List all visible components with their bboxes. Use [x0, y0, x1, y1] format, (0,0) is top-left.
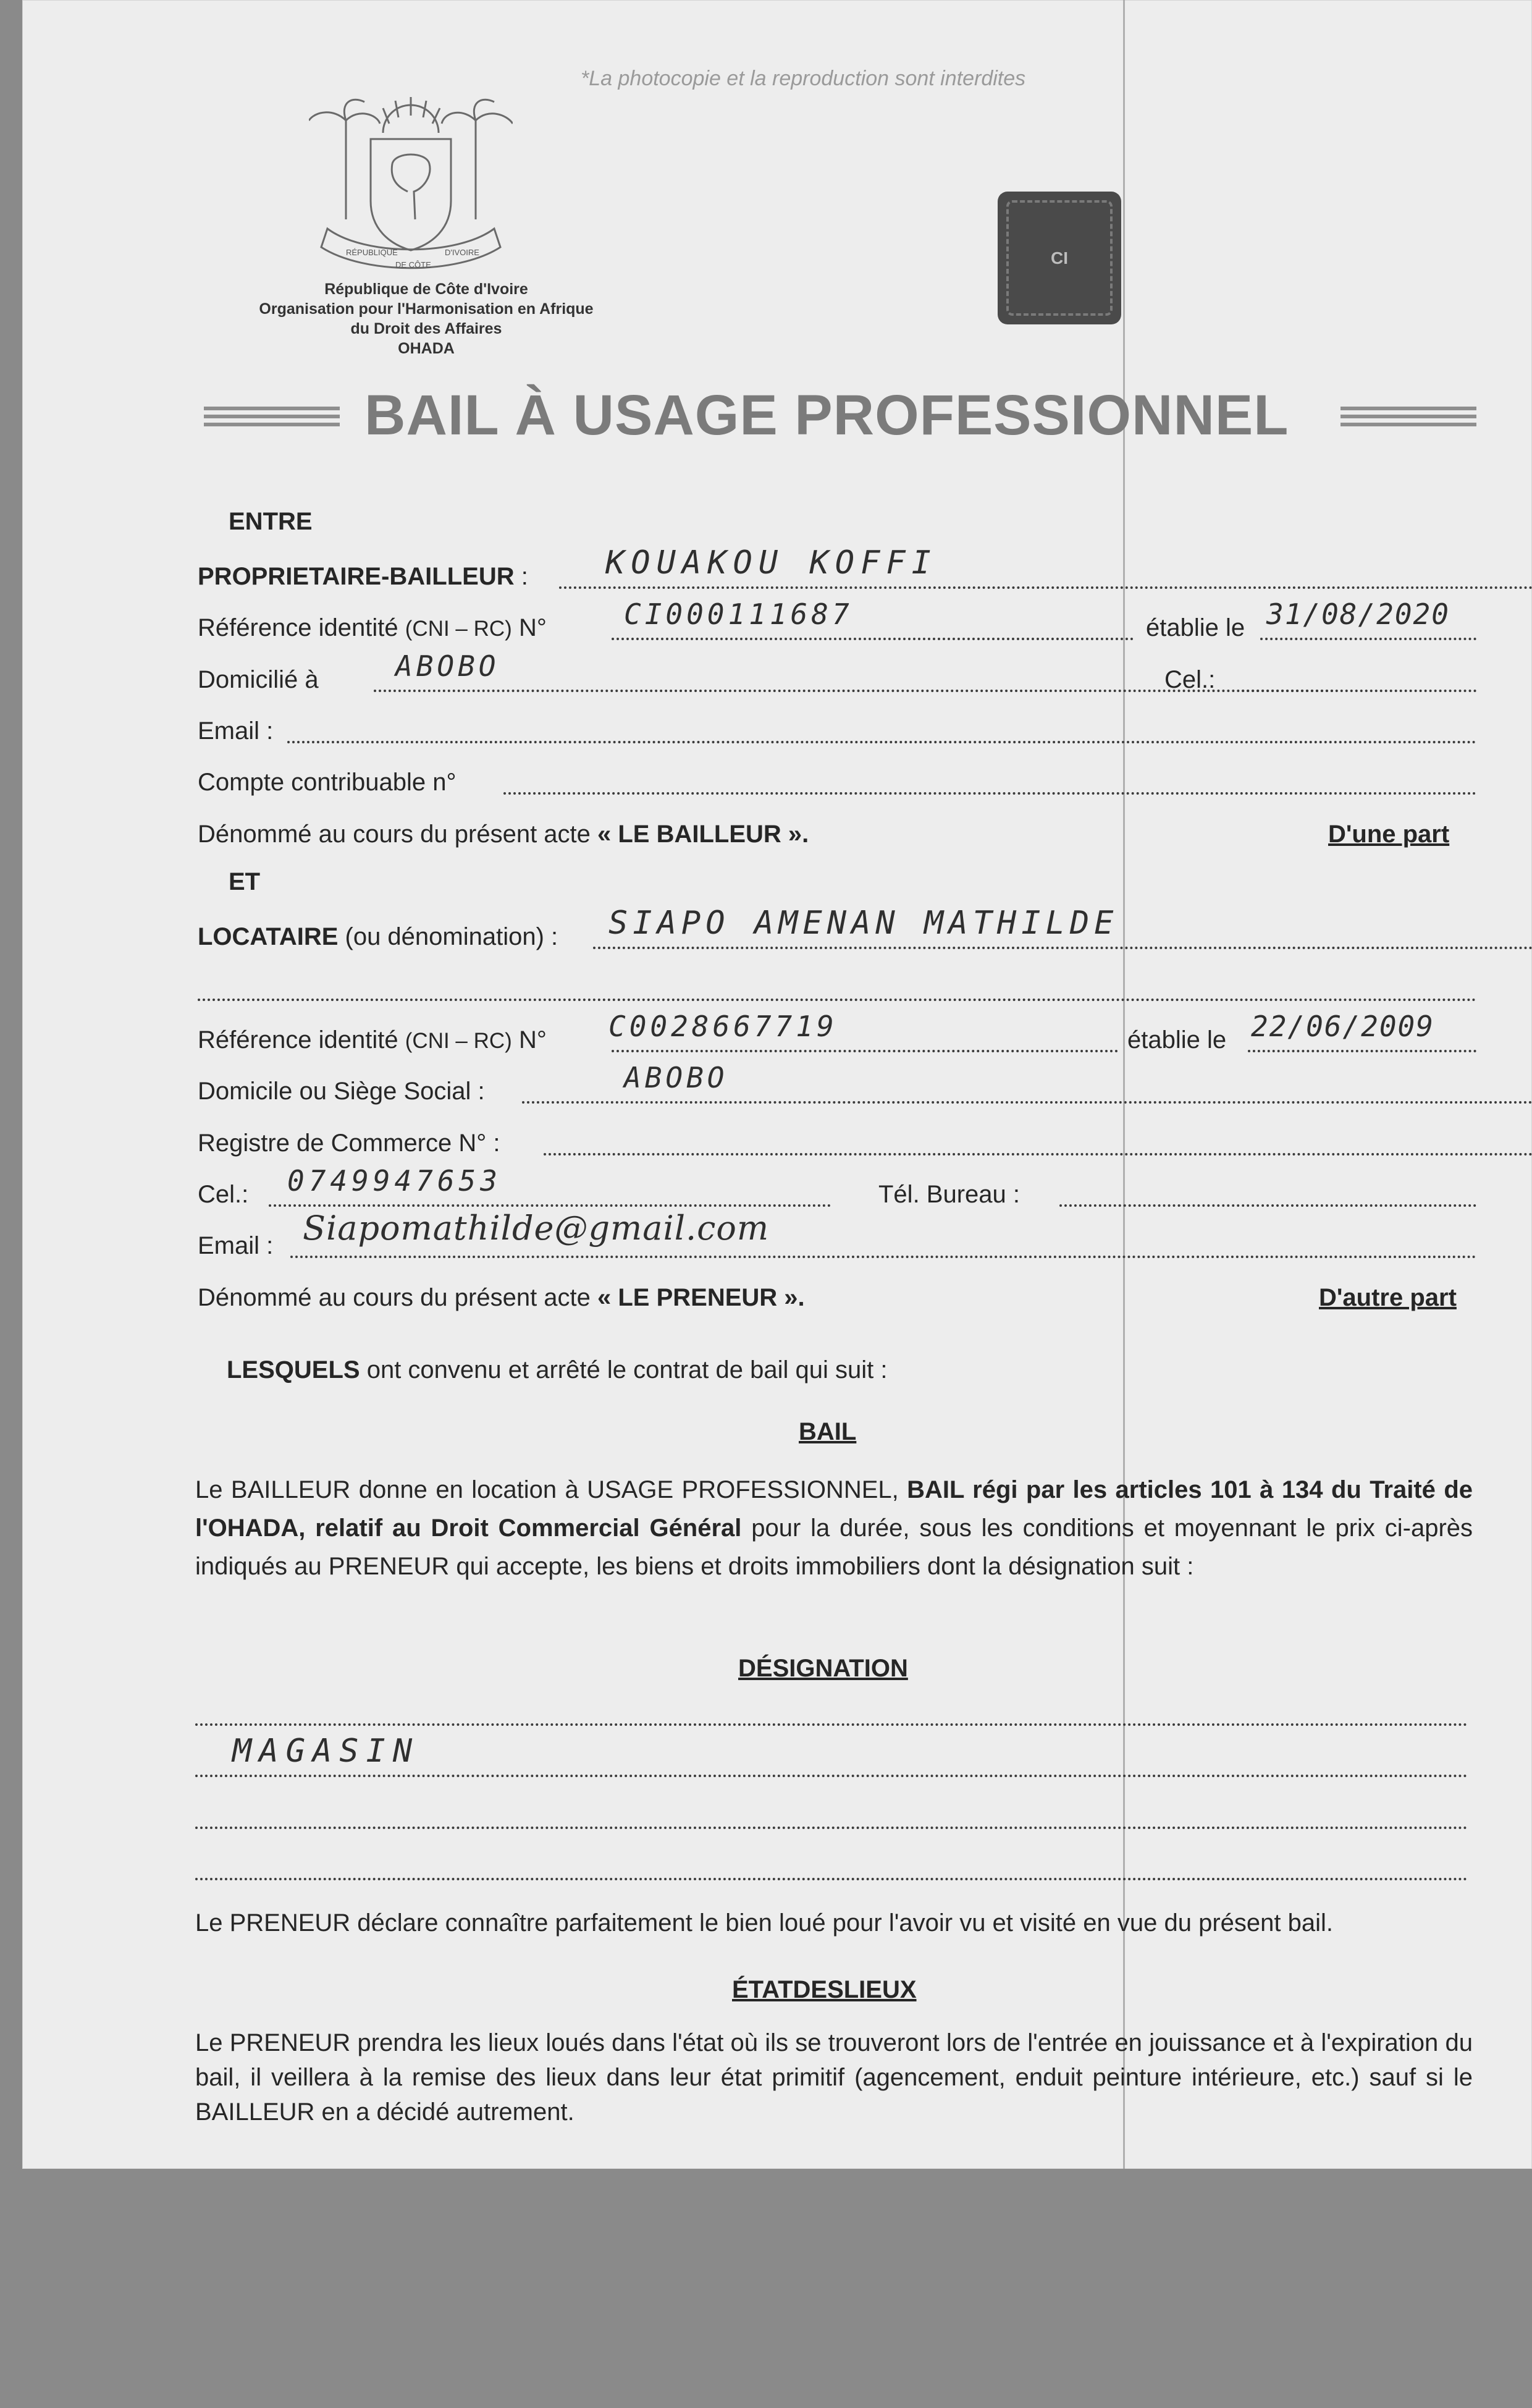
entre-label: ENTRE	[229, 508, 313, 535]
bailleur-ref-date: 31/08/2020	[1266, 598, 1450, 631]
designation-heading: DÉSIGNATION	[738, 1655, 908, 1682]
title-rule-left	[204, 407, 340, 426]
fiscal-stamp	[998, 192, 1121, 324]
dotted-field	[1260, 638, 1476, 640]
ref-date-label: établie le	[1146, 614, 1245, 641]
compte-label: Compte contribuable n°	[198, 769, 457, 796]
dotted-field	[612, 638, 1134, 640]
designation-line-3	[195, 1799, 1468, 1834]
bail-paragraph: Le BAILLEUR donne en location à USAGE PROFESSIONNEL, BAIL régi par les articles 101 à 134 du Traité de l'OHADA, relatif au Droit Commercial Général pour la durée, sous les conditions et moyennant le prix ci-après indiqués au PRENEUR qui accepte, les biens et droits immobiliers dont la désignation suit :	[195, 1476, 1473, 1580]
dotted-field	[290, 1256, 1476, 1258]
org-line: Organisation pour l'Harmonisation en Afrique	[259, 300, 594, 318]
bailleur-denomme-row	[198, 817, 1476, 851]
locataire-value: SIAPO AMENAN MATHILDE	[608, 905, 1119, 942]
email-label: Email :	[198, 717, 274, 745]
ribbon-text-right: D'IVOIRE	[445, 248, 479, 257]
cel-label: Cel.:	[198, 1181, 249, 1208]
designation-line-1	[195, 1696, 1468, 1731]
dotted-field	[195, 1878, 1468, 1880]
preneur-domicile-row	[198, 1061, 1476, 1109]
designation-value: MAGASIN	[232, 1733, 420, 1770]
dotted-field	[269, 1204, 831, 1207]
locataire-label: LOCATAIRE (ou dénomination) :	[198, 923, 558, 950]
email-label: Email :	[198, 1232, 274, 1259]
domicile-label: Domicile ou Siège Social :	[198, 1078, 485, 1105]
lesquels-line: LESQUELS ont convenu et arrêté le contrat de bail qui suit :	[227, 1356, 888, 1384]
ribbon-text-left: RÉPUBLIQUE	[346, 248, 398, 257]
ref-label: Référence identité (CNI – RC) N°	[198, 614, 547, 641]
bailleur-compte-row	[198, 765, 1476, 800]
dotted-field	[593, 947, 1532, 949]
stamp-text: CI	[1006, 200, 1113, 316]
dotted-field	[195, 1827, 1468, 1829]
ref-label: Référence identité (CNI – RC) N°	[198, 1026, 547, 1054]
tel-bureau-label: Tél. Bureau :	[878, 1181, 1021, 1208]
bailleur-ref-row	[198, 598, 1476, 645]
dotted-field	[195, 1775, 1468, 1777]
domicile-label: Domicilié à	[198, 666, 319, 693]
preneur-denomme-row	[198, 1280, 1476, 1315]
locataire-extra-row	[198, 971, 1476, 1006]
copy-notice: *La photocopie et la reproduction sont interdites	[581, 67, 1026, 90]
registre-label: Registre de Commerce N° :	[198, 1130, 500, 1157]
dotted-field	[559, 586, 1532, 589]
preneur-cel-value: 0749947653	[287, 1164, 502, 1198]
organization-block	[210, 279, 642, 358]
dotted-field	[544, 1153, 1532, 1155]
preneur-domicile-value: ABOBO	[624, 1061, 728, 1094]
designation-line-2	[195, 1733, 1468, 1782]
dotted-field	[195, 1723, 1468, 1726]
declaration-text: Le PRENEUR déclare connaître parfaitement le bien loué pour l'avoir vu et visité en vue du présent bail.	[195, 1909, 1333, 1937]
bailleur-domicile-row	[198, 649, 1476, 697]
denomme-label: Dénommé au cours du présent acte « LE PRENEUR ».	[198, 1284, 805, 1311]
dotted-field	[198, 999, 1476, 1001]
preneur-ref-row	[198, 1010, 1476, 1057]
org-line: République de Côte d'Ivoire	[324, 281, 528, 298]
designation-line-4	[195, 1851, 1468, 1885]
preneur-ref-date: 22/06/2009	[1251, 1010, 1434, 1043]
cel-label: Cel.:	[1164, 666, 1216, 693]
dotted-field	[1059, 1204, 1476, 1207]
dotted-field	[612, 1050, 1118, 1052]
bailleur-ref-value: CI000111687	[624, 598, 853, 631]
registre-row	[198, 1126, 1476, 1160]
ref-date-label: établie le	[1127, 1026, 1227, 1054]
dotted-field	[1248, 1050, 1476, 1052]
bailleur-domicile-value: ABOBO	[395, 649, 500, 683]
preneur-ref-value: C0028667719	[608, 1010, 838, 1043]
d-une-part: D'une part	[1328, 821, 1450, 848]
preneur-email-row	[198, 1209, 1476, 1263]
proprietaire-label: PROPRIETAIRE-BAILLEUR :	[198, 563, 528, 590]
d-autre-part: D'autre part	[1319, 1284, 1457, 1311]
proprietaire-value: KOUAKOU KOFFI	[605, 544, 937, 581]
bailleur-email-row	[198, 714, 1476, 748]
dotted-field	[522, 1101, 1532, 1104]
dotted-field	[287, 741, 1476, 743]
coat-of-arms-emblem	[309, 96, 513, 281]
et-label: ET	[229, 868, 261, 895]
preneur-email-value: Siapomathilde@gmail.com	[303, 1209, 770, 1248]
org-line: du Droit des Affaires	[350, 320, 502, 337]
etat-heading: ÉTATDESLIEUX	[732, 1976, 917, 2003]
proprietaire-row	[198, 544, 1476, 594]
ribbon-text-mid: DE CÔTE	[395, 260, 431, 269]
etat-paragraph: Le PRENEUR prendra les lieux loués dans l'état où ils se trouveront lors de l'entrée en jouissance et à l'expiration du bail, il veillera à la remise des lieux dans leur état primitif (agencement, enduit peinture intérieure, etc.) sauf si le BAILLEUR en a décidé autrement.	[195, 2029, 1473, 2126]
dotted-field	[1242, 690, 1476, 692]
dotted-field	[503, 792, 1476, 795]
title-banner	[204, 383, 1476, 451]
document-title: BAIL À USAGE PROFESSIONNEL	[364, 384, 1289, 447]
denomme-label: Dénommé au cours du présent acte « LE BAILLEUR ».	[198, 821, 809, 848]
locataire-row	[198, 905, 1476, 954]
org-line: OHADA	[398, 340, 455, 357]
title-rule-right	[1340, 407, 1476, 426]
bail-heading: BAIL	[799, 1418, 857, 1445]
preneur-cel-row	[198, 1164, 1476, 1212]
